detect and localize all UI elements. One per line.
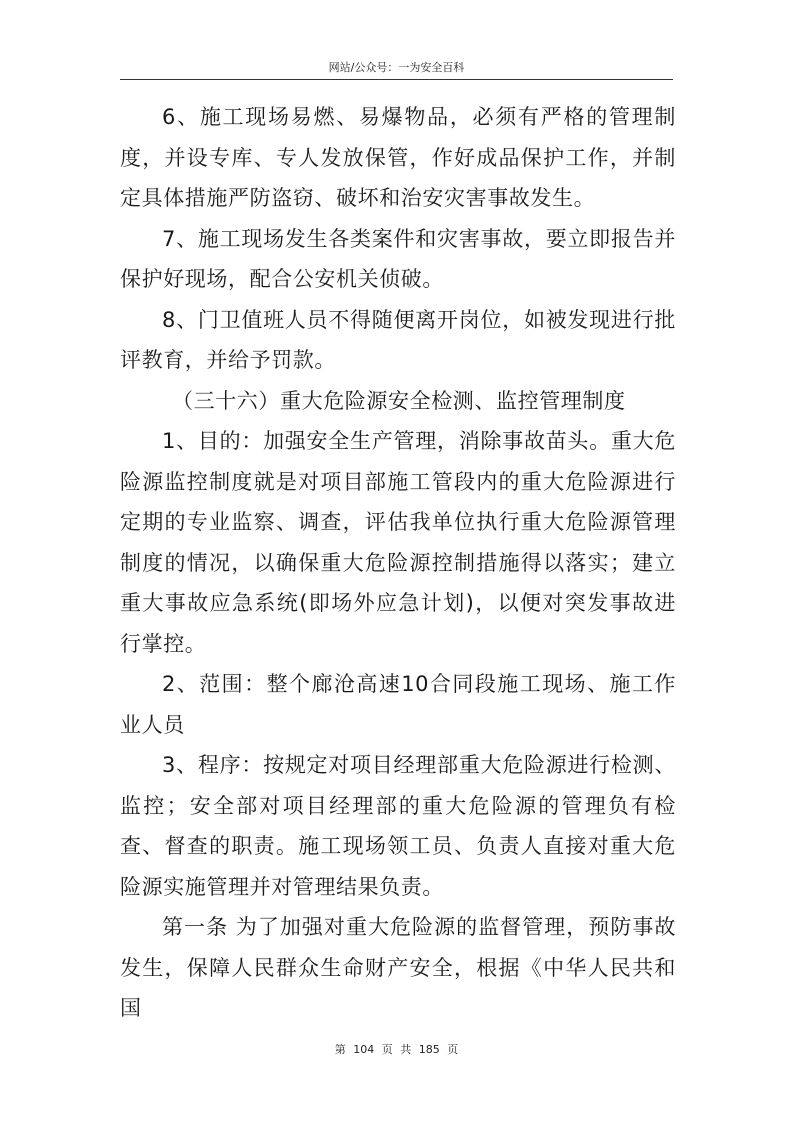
header-divider [120, 79, 673, 80]
paragraph-article-1: 第一条 为了加强对重大危险源的监督管理，预防事故发生，保障人民群众生命财产安全，根据《中华人民共和国 [120, 915, 676, 1020]
paragraph-item-8: 8、门卫值班人员不得随便离开岗位，如被发现进行批评教育，并给予罚款。 [120, 307, 676, 372]
section-heading-36: （三十六）重大危险源安全检测、监控管理制度 [172, 388, 626, 413]
paragraph-procedure: 3、程序：按规定对项目经理部重大危险源进行检测、监控；安全部对项目经理部的重大危险源的管理负有检查、督查的职责。施工现场领工员、负责人直接对重大危险源实施管理并对管理结果负责。 [120, 753, 676, 899]
paragraph-item-6: 6、施工现场易燃、易爆物品，必须有严格的管理制度，并设专库、专人发放保管，作好成品保护工作，并制定具体措施严防盗窃、破坏和治安灾害事故发生。 [120, 105, 676, 210]
page-footer: 第 104 页 共 185 页 [334, 1043, 459, 1056]
paragraph-purpose: 1、目的：加强安全生产管理，消除事故苗头。重大危险源监控制度就是对项目部施工管段内的重大危险源进行定期的专业监察、调查，评估我单位执行重大危险源管理制度的情况，以确保重大危险源控制措施得以落实；建立重大事故应急系统(即场外应急计划)，以便对突发事故进行掌控。 [120, 429, 676, 656]
paragraph-scope: 2、范围：整个廊沧高速10合同段施工现场、施工作业人员 [120, 672, 676, 737]
paragraph-item-7: 7、施工现场发生各类案件和灾害事故，要立即报告并保护好现场，配合公安机关侦破。 [120, 226, 676, 291]
document-body [120, 97, 676, 1029]
page-header: 网站/公众号：一为安全百科 [328, 61, 465, 74]
